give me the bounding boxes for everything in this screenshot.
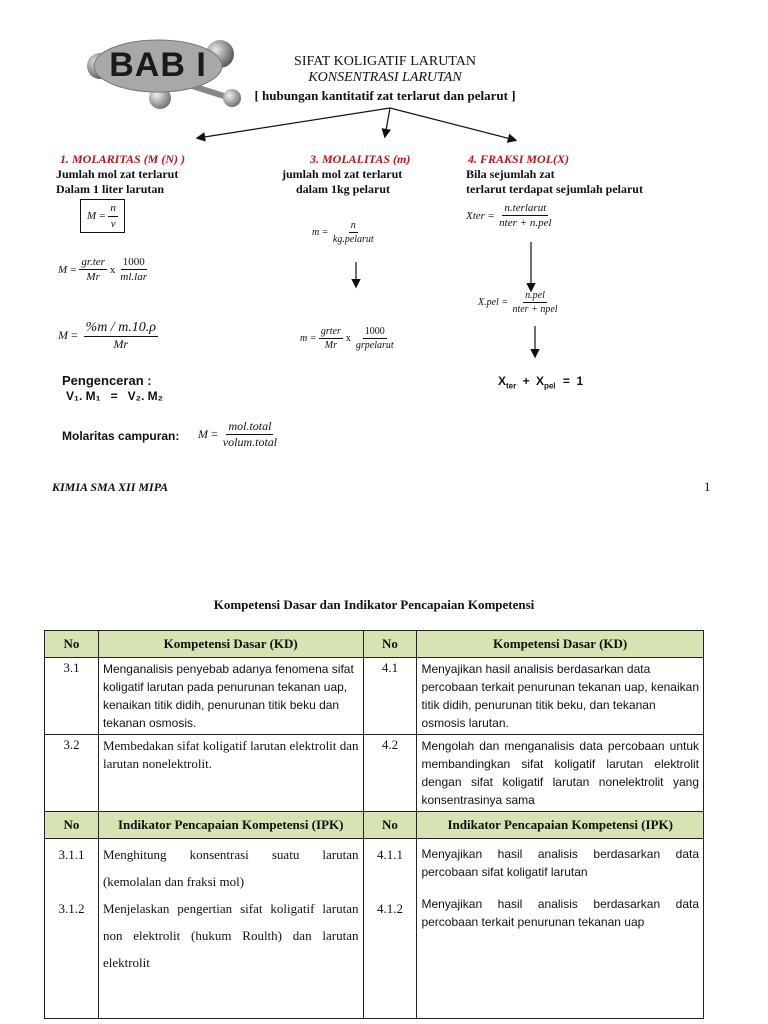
molaritas-campuran-formula: M = $\frac{\text{mol.total}}{\text{volum.total}}$ xyxy=(198,419,278,450)
molaritas-formula-basic: M = $\frac{n}{v}$ xyxy=(80,199,125,233)
table-header-ipk xyxy=(45,812,704,839)
kd-number: 3.1 xyxy=(45,658,99,735)
ipk-text: Menyajikan hasil analisis berdasarkan data percobaan sifat koligatif larutan xyxy=(421,847,699,879)
molalitas-def-1: jumlah mol zat terlarut xyxy=(282,167,403,181)
fraksi-sum-formula: $X_{ter} + X_{pel} = 1$ xyxy=(498,374,584,391)
molalitas-formula-mass: m = $\frac{\text{grter}}{Mr}$ x $\frac{1000}{\text{grpelarut}}$ xyxy=(300,326,394,351)
molaritas-heading: 1. MOLARITAS (M (N) ) xyxy=(60,152,186,166)
table-row xyxy=(45,839,704,1019)
molalitas-heading: 3. MOLALITAS (m) xyxy=(310,152,411,166)
table-header-kd xyxy=(45,631,704,658)
ipk-number: 3.1.1 xyxy=(58,847,85,862)
fraksi-def-2: terlarut terdapat sejumlah pelarut xyxy=(466,182,643,196)
molaritas-def-2: Dalam 1 liter larutan xyxy=(56,182,165,196)
ipk-number: 4.1.2 xyxy=(376,901,403,916)
ipk-text: Menyajikan hasil analisis berdasarkan data percobaan terkait penurunan tekanan uap xyxy=(421,897,699,929)
fraksi-formula-pelarut: X.pel = $\frac{\text{n.pel}}{\text{nter + npel}}$ xyxy=(478,290,558,315)
column-header: Indikator Pencapaian Kompetensi (IPK) xyxy=(98,812,363,839)
column-header: No xyxy=(363,631,417,658)
chapter-label: BAB I xyxy=(109,46,207,84)
footer-page-number: 1 xyxy=(704,479,711,494)
fraksi-formula-terlarut: Xter = $\frac{\text{n.terlarut}}{\text{nter + n.pel}}$ xyxy=(466,202,552,230)
kd-text: Mengolah dan menganalisis data percobaan untuk membandingkan sifat koligatif larutan elektrolit dengan sifat koligatif larutan nonelektrolit yang konsentrasinya sama xyxy=(417,735,704,812)
ipk-number-column xyxy=(363,839,417,1019)
kd-text: Membedakan sifat koligatif larutan elektrolit dan larutan nonelektrolit. xyxy=(98,735,363,812)
ipk-text: Menghitung konsentrasi suatu larutan (kemolalan dan fraksi mol) xyxy=(102,847,359,889)
column-header: Kompetensi Dasar (KD) xyxy=(417,631,704,658)
kd-text: Menyajikan hasil analisis berdasarkan data percobaan terkait penurunan tekanan uap, kenaikan titik didih, penurunan titik beku, dan tekanan osmosis larutan. xyxy=(417,658,704,735)
section-title: Kompetensi Dasar dan Indikator Pencapaian Kompetensi xyxy=(213,597,535,612)
relation-caption: [ hubungan kantitatif zat terlarut dan pelarut ] xyxy=(254,88,516,103)
column-header: Kompetensi Dasar (KD) xyxy=(98,631,363,658)
molaritas-formula-percent: M = $\frac{\%m / m.10.\rho}{Mr}$ xyxy=(58,320,157,352)
fraksi-heading: 4. FRAKSI MOL(X) xyxy=(468,152,570,166)
ipk-text-column xyxy=(98,839,363,1019)
column-header: Indikator Pencapaian Kompetensi (IPK) xyxy=(417,812,704,839)
molaritas-campuran-label: Molaritas campuran: xyxy=(62,429,180,443)
ipk-text-column xyxy=(417,839,704,1019)
footer-subject: KIMIA SMA XII MIPA xyxy=(52,480,169,494)
ipk-number: 4.1.1 xyxy=(376,847,403,862)
pengenceran-label: Pengenceran : xyxy=(62,373,152,388)
ipk-text: Menjelaskan pengertian sifat koligatif larutan non elektrolit (hukum Roulth) dan larutan elektrolit xyxy=(102,901,359,970)
molaritas-formula-mass: M = $\frac{\text{gr.ter}}{Mr}$ x $\frac{1000}{\text{ml.lar}}$ xyxy=(58,256,148,284)
molaritas-def-1: Jumlah mol zat terlarut xyxy=(56,167,179,181)
table-row xyxy=(45,658,704,735)
fraksi-def-1: Bila sejumlah zat xyxy=(466,167,555,181)
table-row xyxy=(45,735,704,812)
pengenceran-formula: V₁. M₁ = V₂. M₂ xyxy=(66,389,163,403)
kd-number: 4.2 xyxy=(363,735,417,812)
column-header: No xyxy=(45,631,99,658)
kd-number: 3.2 xyxy=(45,735,99,812)
page-title: SIFAT KOLIGATIF LARUTAN xyxy=(294,54,476,69)
ipk-number: 3.1.2 xyxy=(58,901,85,916)
molalitas-formula-basic: m = $\frac{n}{\text{kg.pelarut}}$ xyxy=(312,220,374,245)
kd-number: 4.1 xyxy=(363,658,417,735)
column-header: No xyxy=(363,812,417,839)
molalitas-def-2: dalam 1kg pelarut xyxy=(296,182,391,196)
column-header: No xyxy=(45,812,99,839)
competency-table xyxy=(44,630,704,1019)
kd-text: Menganalisis penyebab adanya fenomena sifat koligatif larutan pada penurunan tekanan uap, kenaikan titik didih, penurunan titik beku dan tekanan osmosis. xyxy=(98,658,363,735)
ipk-number-column xyxy=(45,839,99,1019)
page-subtitle: KONSENTRASI LARUTAN xyxy=(308,70,462,85)
